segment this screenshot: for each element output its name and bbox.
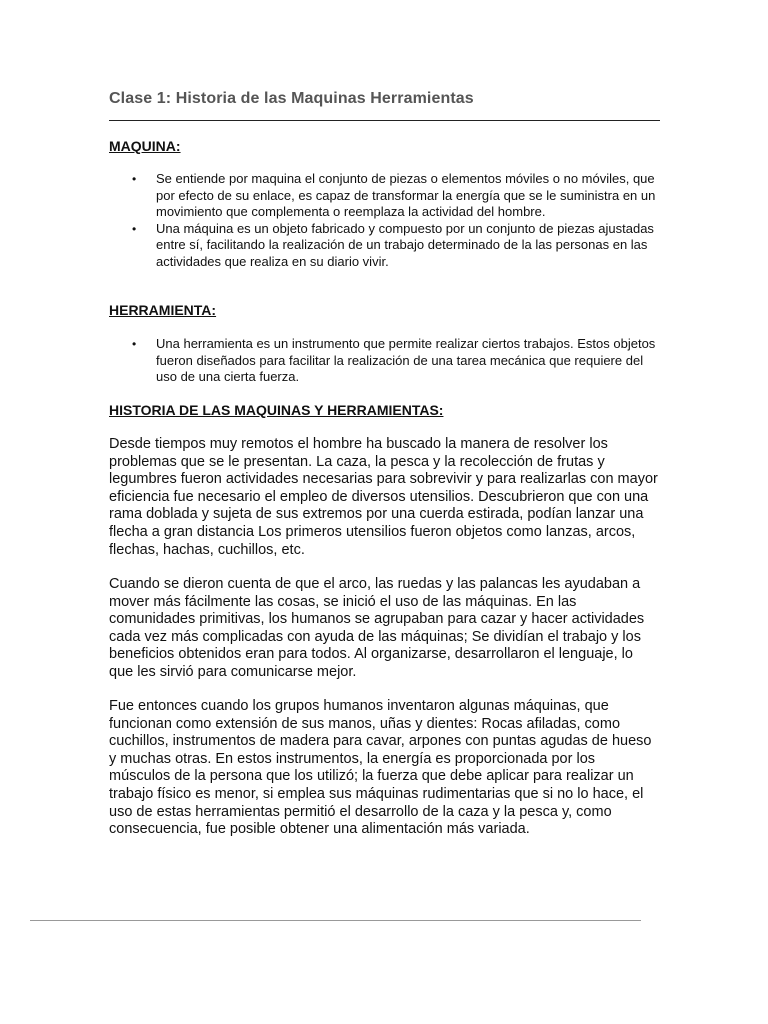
list-item-text: Una máquina es un objeto fabricado y compuesto por un conjunto de piezas ajustadas entre sí, facilitando la realización de un trabajo determinado de la las personas en las actividades que realiza en su diario vivir. (156, 220, 654, 269)
page-bottom-divider (30, 920, 641, 921)
body-paragraph: Desde tiempos muy remotos el hombre ha buscado la manera de resolver los problemas que se le presentan. La caza, la pesca y la recolección de frutas y legumbres fueron actividades necesarias para sobrevivir y para realizarlas con mayor eficiencia fue necesario el empleo de diversos utensilios. Descubrieron que con una rama doblada y sujeta de sus extremos por una cuerda estirada, podían lanzar una flecha a gran distancia Los primeros utensilios fueron objetos como lanzas, arcos, flechas, hachas, cuchillos, etc. (109, 436, 658, 558)
list-item-text: Se entiende por maquina el conjunto de piezas o elementos móviles o no móviles, que por efecto de su enlace, es capaz de transformar la energía que se le suministra en un movimiento que complementa o reemplaza la actividad del hombre. (156, 171, 656, 219)
bullet-icon: • (132, 337, 137, 351)
body-paragraph: Cuando se dieron cuenta de que el arco, las ruedas y las palancas les ayudaban a mover más fácilmente las cosas, se inició el uso de las máquinas. En las comunidades primitivas, los humanos se agrupaban para cazar y hacer actividades cada vez más complicadas con ayuda de las máquinas; Se dividían el trabajo y los beneficios obtenidos eran para todos. Al organizarse, desarrollaron el lenguaje, lo que les sirvió para comunicarse mejor. (109, 576, 645, 680)
list-item (109, 336, 660, 386)
title-divider (109, 120, 660, 121)
list-item (109, 171, 660, 221)
list-item (109, 221, 660, 271)
section-heading-maquina: MAQUINA: (109, 138, 181, 154)
herramienta-bullet-list (109, 336, 660, 386)
bullet-icon: • (132, 172, 137, 186)
maquina-bullet-list (109, 171, 660, 270)
section-heading-historia: HISTORIA DE LAS MAQUINAS Y HERRAMIENTAS: (109, 402, 444, 418)
body-paragraph: Fue entonces cuando los grupos humanos inventaron algunas máquinas, que funcionan como extensión de sus manos, uñas y dientes: Rocas afiladas, como cuchillos, instrumentos de madera para cavar, arpones con puntas agudas de hueso y muchas otras. En estos instrumentos, la energía es proporcionada por los músculos de la persona que los utilizó; la fuerza que debe aplicar para realizar un trabajo físico es menor, si emplea sus máquinas rudimentarias que si no lo hace, el uso de estas herramientas permitió el desarrollo de la caza y la pesca y, como consecuencia, fue posible obtener una alimentación más variada. (109, 698, 652, 838)
document-title: Clase 1: Historia de las Maquinas Herramientas (109, 90, 474, 107)
section-heading-herramienta: HERRAMIENTA: (109, 302, 217, 318)
list-item-text: Una herramienta es un instrumento que permite realizar ciertos trabajos. Estos objetos fueron diseñados para facilitar la realización de una tarea mecánica que requiere del uso de una cierta fuerza. (156, 336, 656, 384)
bullet-icon: • (132, 221, 137, 236)
